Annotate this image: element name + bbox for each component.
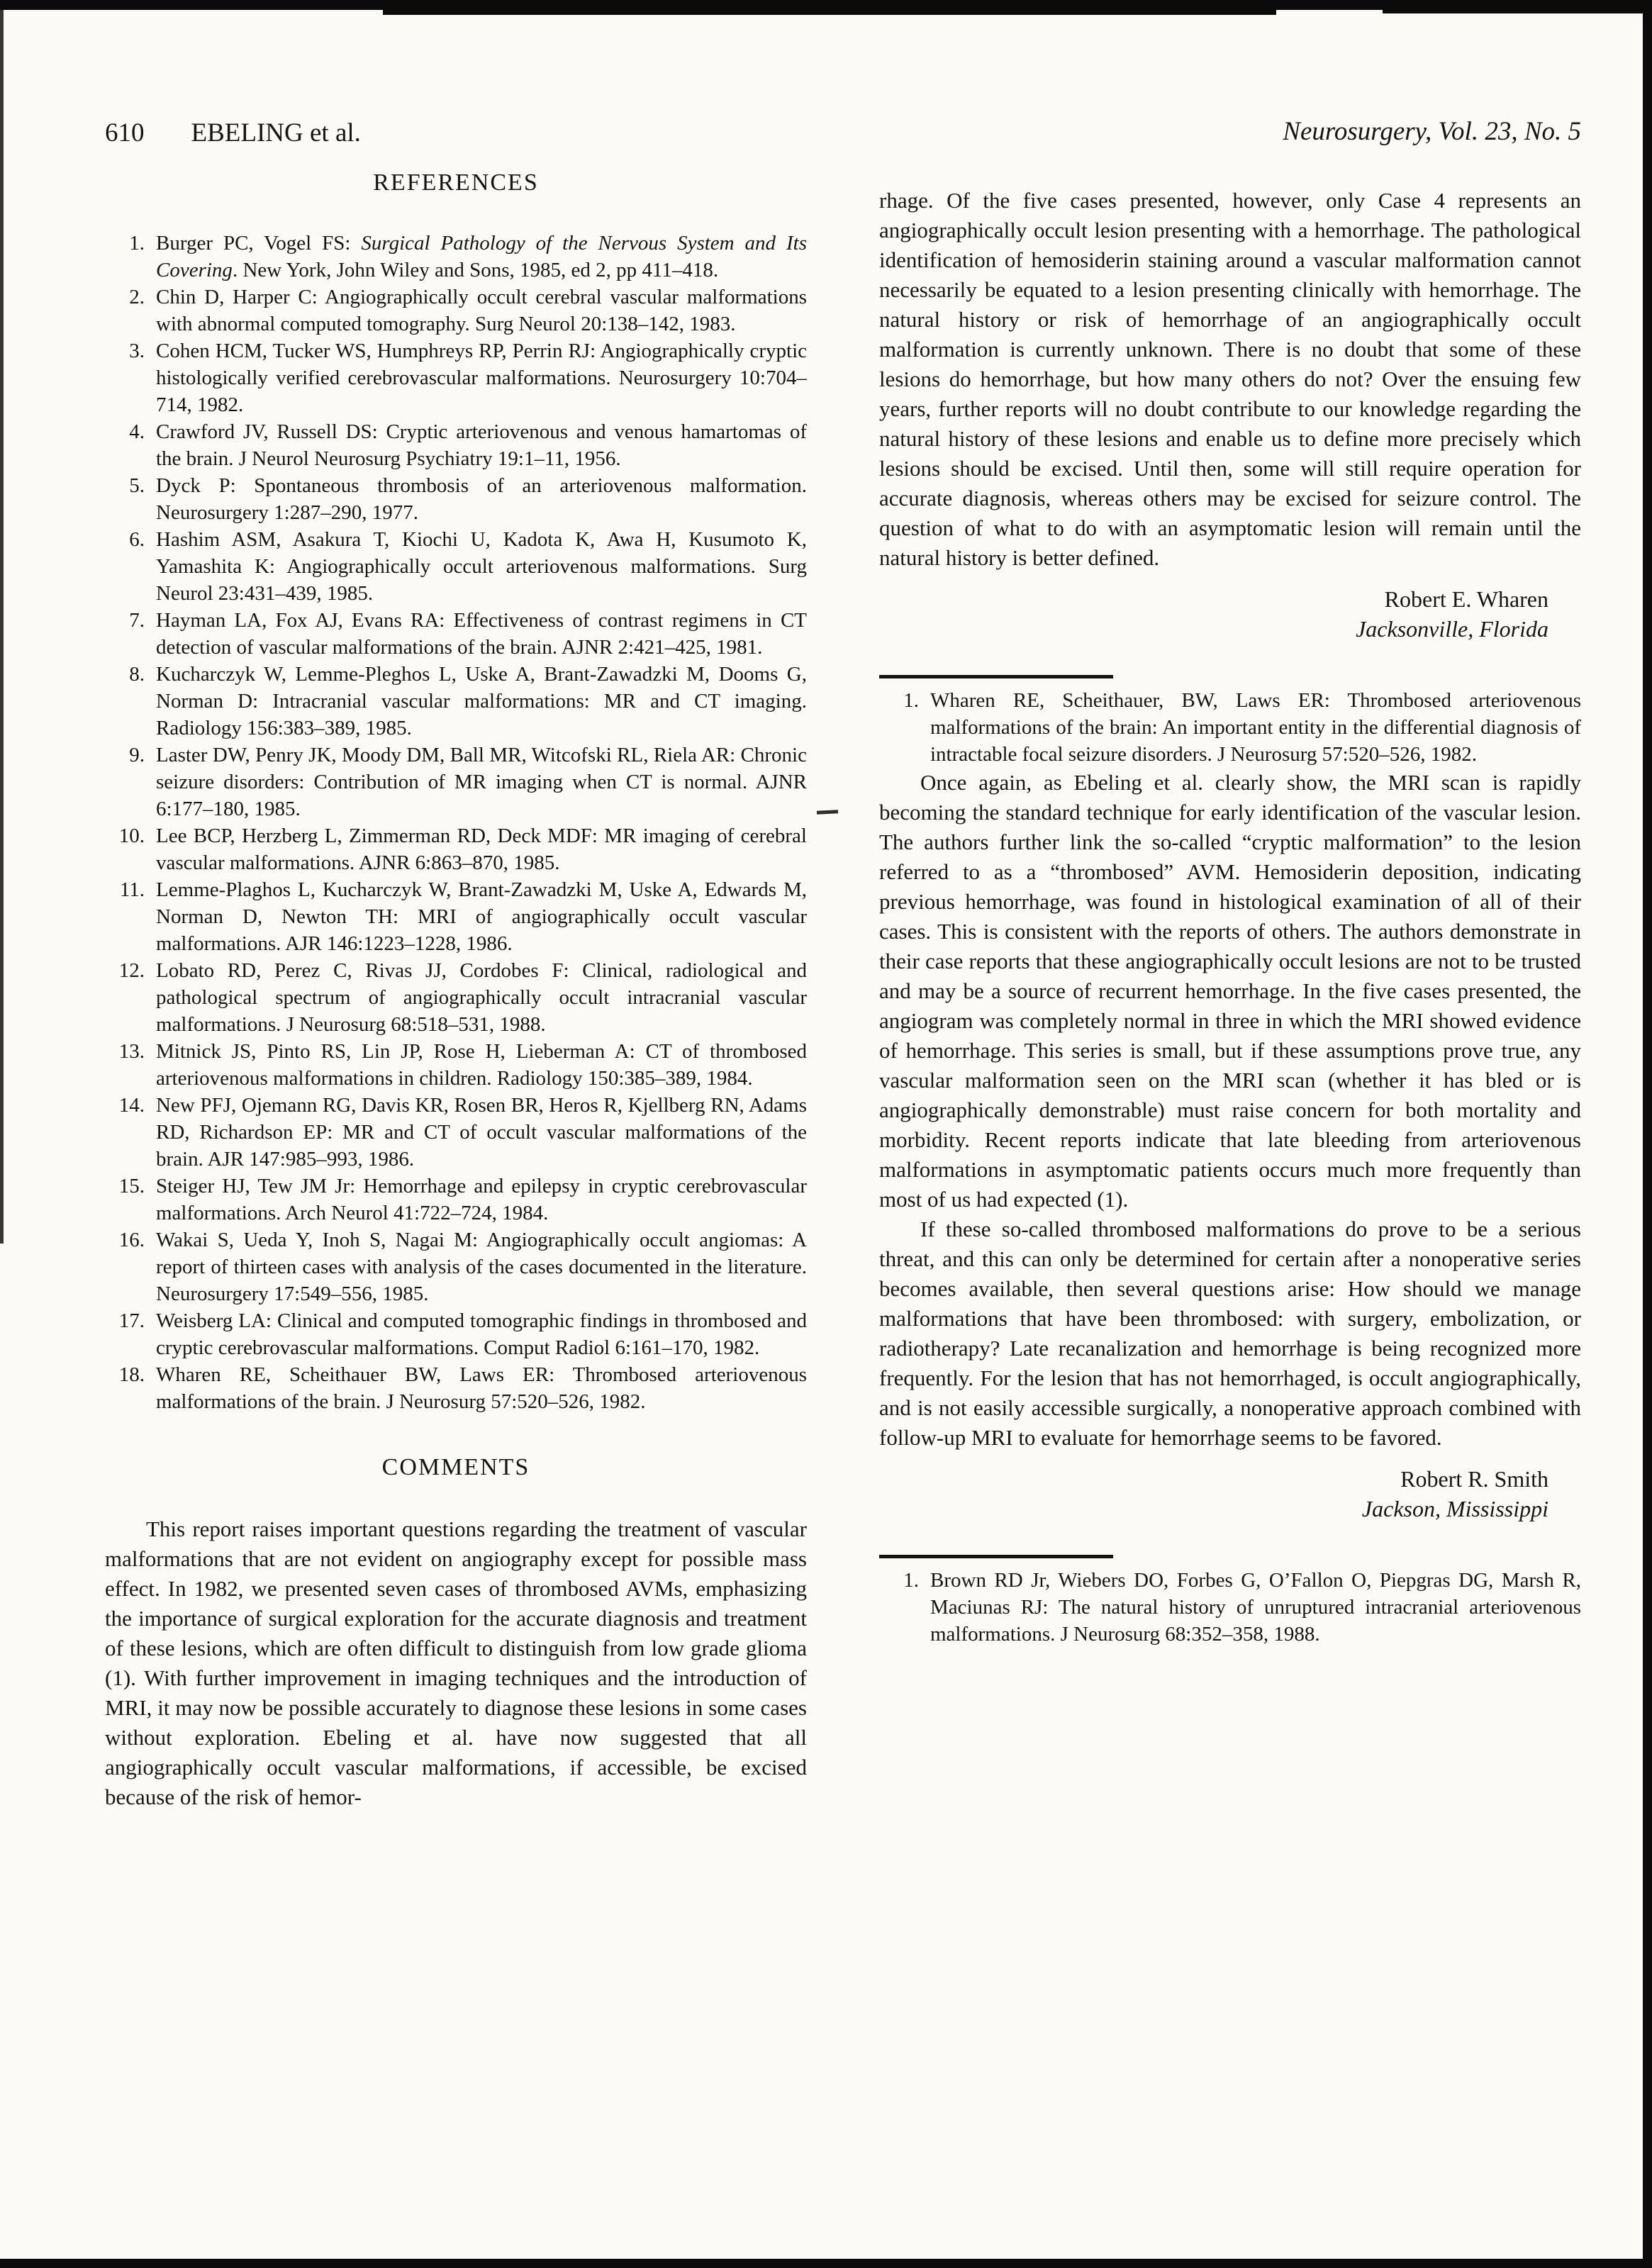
reference-number: 15.	[118, 1175, 145, 1197]
scan-artifact-dash	[817, 810, 838, 815]
running-authors: EBELING et al.	[191, 118, 361, 147]
reference-text: Dyck P: Spontaneous thrombosis of an arteriovenous malformation. Neurosurgery 1:287–290, 1977.	[156, 474, 807, 524]
reference-text: Hashim ASM, Asakura T, Kiochi U, Kadota K, Awa H, Kusumoto K, Yamashita K: Angiographically occult arteriovenous malformations. Surg Neurol 23:431–439, 1985.	[156, 528, 807, 605]
reference-text: Weisberg LA: Clinical and computed tomographic findings in thrombosed and cryptic cerebrovascular malformations. Comput Radiol 6:161–170, 1982.	[156, 1309, 807, 1359]
reference-text: Lemme-Plaghos L, Kucharczyk W, Brant-Zawadzki M, Uske A, Edwards M, Norman D, Newton TH: MRI of angiographically occult vascular malformations. AJR 146:1223–1228, 1986.	[156, 878, 807, 955]
page-number: 610	[105, 118, 145, 147]
signature-name-wharen: Robert E. Wharen	[1384, 586, 1548, 612]
reference-text: Wharen RE, Scheithauer BW, Laws ER: Thrombosed arteriovenous malformations of the brain. J Neurosurg 57:520–526, 1982.	[156, 1363, 807, 1413]
reference-item	[105, 526, 807, 607]
reference-item	[105, 822, 807, 876]
reference-number: 6.	[129, 528, 145, 551]
reference-text: Kucharczyk W, Lemme-Pleghos L, Uske A, Brant-Zawadzki M, Dooms G, Norman D: Intracranial vascular malformations: MR and CT imaging. Radiology 156:383–389, 1985.	[156, 663, 807, 739]
reference-item	[105, 284, 807, 337]
reference-number: 17.	[118, 1309, 145, 1332]
signature-location-smith: Jackson, Mississippi	[1361, 1496, 1548, 1521]
reference-number: 10.	[118, 825, 145, 847]
footnote-list-2	[879, 1567, 1581, 1648]
reference-number: 16.	[118, 1229, 145, 1251]
reference-text: New PFJ, Ojemann RG, Davis KR, Rosen BR, Heros R, Kjellberg RN, Adams RD, Richardson EP: MR and CT of occult vascular malformations of the brain. AJR 147:985–993, 1986.	[156, 1094, 807, 1171]
reference-text: Laster DW, Penry JK, Moody DM, Ball MR, Witcofski RL, Riela AR: Chronic seizure disorders: Contribution of MR imaging when CT is normal. AJNR 6:177–180, 1985.	[156, 744, 807, 820]
reference-number: 4.	[129, 420, 145, 443]
reference-number: 5.	[129, 474, 145, 497]
scan-edge-left	[0, 10, 4, 1244]
reference-item	[105, 876, 807, 957]
reference-number: 1.	[129, 232, 145, 255]
reference-item	[105, 957, 807, 1038]
reference-item	[105, 337, 807, 418]
reference-number: 7.	[129, 609, 145, 632]
reference-item	[105, 1038, 807, 1092]
reference-item	[105, 418, 807, 472]
reference-number: 3.	[129, 340, 145, 362]
right-column	[879, 186, 1581, 1648]
reference-text: Burger PC, Vogel FS: Surgical Pathology of the Nervous System and Its Covering. New York, John Wiley and Sons, 1985, ed 2, pp 411–418.	[156, 232, 807, 281]
signature-location-wharen: Jacksonville, Florida	[1356, 616, 1548, 642]
reference-text: Mitnick JS, Pinto RS, Lin JP, Rose H, Lieberman A: CT of thrombosed arteriovenous malformations in children. Radiology 150:385–389, 1984.	[156, 1040, 807, 1090]
reference-number: 12.	[118, 959, 145, 982]
reference-item	[105, 230, 807, 284]
reference-item	[105, 742, 807, 822]
reference-item	[105, 1361, 807, 1415]
signature-block-wharen	[879, 584, 1581, 644]
reference-number: 8.	[129, 663, 145, 686]
reference-item	[105, 1173, 807, 1227]
scan-edge-top	[0, 0, 1652, 10]
reference-number: 1.	[903, 689, 919, 712]
reference-text: Crawford JV, Russell DS: Cryptic arteriovenous and venous hamartomas of the brain. J Neurol Neurosurg Psychiatry 19:1–11, 1956.	[156, 420, 807, 470]
reference-item	[105, 607, 807, 661]
reference-number: 18.	[118, 1363, 145, 1386]
reference-number: 14.	[118, 1094, 145, 1117]
footnote-rule-2	[879, 1555, 1113, 1558]
reference-item	[105, 1227, 807, 1307]
signature-block-smith	[879, 1464, 1581, 1524]
journal-title: Neurosurgery, Vol. 23, No. 5	[1283, 117, 1581, 146]
paragraph-if-these: If these so-called thrombosed malformations do prove to be a serious threat, and this can only be determined for certain after a nonoperative series becomes available, then several questions arise: How should we manage malformations that have been thrombosed: with surgery, embolization, or radiotherapy? Late recanalization and hemorrhage is being recognized more frequently. For the lesion that has not hemorrhaged, is occult angiographically, and is not easily accessible surgically, a nonoperative approach combined with follow-up MRI to evaluate for hemorrhage seems to be favored.	[879, 1217, 1581, 1450]
running-header-left	[105, 118, 361, 149]
reference-number: 2.	[129, 286, 145, 308]
reference-text: Cohen HCM, Tucker WS, Humphreys RP, Perrin RJ: Angiographically cryptic histologically verified cerebrovascular malformations. Neurosurgery 10:704–714, 1982.	[156, 340, 807, 416]
scan-edge-right	[1643, 0, 1652, 2268]
reference-item	[105, 1307, 807, 1361]
reference-number: 9.	[129, 744, 145, 766]
comments-heading: COMMENTS	[381, 1454, 530, 1480]
reference-text: Wharen RE, Scheithauer, BW, Laws ER: Thrombosed arteriovenous malformations of the brain: An important entity in the differential diagnosis of intractable focal seizure disorders. J Neurosurg 57:520–526, 1982.	[930, 689, 1581, 766]
reference-item	[879, 1567, 1581, 1648]
reference-item	[105, 472, 807, 526]
reference-text: Lobato RD, Perez C, Rivas JJ, Cordobes F: Clinical, radiological and pathological spectrum of angiographically occult intracranial vascular malformations. J Neurosurg 68:518–531, 1988.	[156, 959, 807, 1036]
footnote-rule-1	[879, 675, 1113, 678]
reference-text: Wakai S, Ueda Y, Inoh S, Nagai M: Angiographically occult angiomas: A report of thirteen cases with analysis of the cases documented in the literature. Neurosurgery 17:549–556, 1985.	[156, 1229, 807, 1305]
reference-item	[105, 1092, 807, 1173]
reference-text: Hayman LA, Fox AJ, Evans RA: Effectiveness of contrast regimens in CT detection of vascular malformations of the brain. AJNR 2:421–425, 1981.	[156, 609, 807, 659]
left-column	[105, 169, 807, 1812]
scan-edge-top-segment	[383, 10, 1276, 15]
continuation-paragraph: rhage. Of the five cases presented, however, only Case 4 represents an angiographically occult lesion presenting with a hemorrhage. The pathological identification of hemosiderin staining around a vascular malformation cannot necessarily be equated to a lesion presenting clinically with hemorrhage. The natural history or risk of hemorrhage of an angiographically occult malformation is currently unknown. There is no doubt that some of these lesions do hemorrhage, but how many others do not? Over the ensuing few years, further reports will no doubt contribute to our knowledge regarding the natural history of these lesions and enable us to define more precisely which lesions should be excised. Until then, some will still require operation for accurate diagnosis, whereas others may be excised for seizure control. The question of what to do with an asymptomatic lesion will remain until the natural history is better defined.	[879, 188, 1581, 570]
comments-paragraph: This report raises important questions regarding the treatment of vascular malformations that are not evident on angiography except for possible mass effect. In 1982, we presented seven cases of thrombosed AVMs, emphasizing the importance of surgical exploration for the accurate diagnosis and treatment of these lesions, which are often difficult to distinguish from low grade glioma (1). With further improvement in imaging techniques and the introduction of MRI, it may now be possible accurately to diagnose these lesions in some cases without exploration. Ebeling et al. have now suggested that all angiographically occult vascular malformations, if accessible, be excised because of the risk of hemor-	[105, 1516, 807, 1809]
reference-text: Steiger HJ, Tew JM Jr: Hemorrhage and epilepsy in cryptic cerebrovascular malformations. Arch Neurol 41:722–724, 1984.	[156, 1175, 807, 1224]
reference-text: Brown RD Jr, Wiebers DO, Forbes G, O’Fallon O, Piepgras DG, Marsh R, Maciunas RJ: The natural history of unruptured intracranial arteriovenous malformations. J Neurosurg 68:352–358, 1988.	[930, 1569, 1581, 1646]
reference-item	[105, 661, 807, 742]
scan-edge-bottom	[0, 2259, 1652, 2268]
scan-edge-top-segment-2	[1383, 10, 1652, 13]
footnote-list-1	[879, 687, 1581, 768]
signature-name-smith: Robert R. Smith	[1400, 1466, 1548, 1492]
reference-number: 13.	[118, 1040, 145, 1063]
references-list	[105, 230, 807, 1415]
reference-number: 11.	[119, 878, 145, 901]
reference-text: Lee BCP, Herzberg L, Zimmerman RD, Deck MDF: MR imaging of cerebral vascular malformations. AJNR 6:863–870, 1985.	[156, 825, 807, 874]
reference-item	[879, 687, 1581, 768]
paragraph-once-again: Once again, as Ebeling et al. clearly show, the MRI scan is rapidly becoming the standard technique for early identification of the vascular lesion. The authors further link the so-called “cryptic malformation” to the lesion referred to as a “thrombosed” AVM. Hemosiderin deposition, indicating previous hemorrhage, was found in histological examination of all of their cases. This is consistent with the reports of others. The authors demonstrate in their case reports that these angiographically occult lesions are not to be trusted and may be a source of recurrent hemorrhage. In the five cases presented, the angiogram was completely normal in three in which the MRI showed evidence of hemorrhage. This series is small, but if these assumptions prove true, any vascular malformation seen on the MRI scan (whether it has bled or is angiographically demonstrable) must raise concern for both mortality and morbidity. Recent reports indicate that late bleeding from arteriovenous malformations in asymptomatic patients occurs much more frequently than most of us had expected (1).	[879, 770, 1581, 1212]
reference-text: Chin D, Harper C: Angiographically occult cerebral vascular malformations with abnormal computed tomography. Surg Neurol 20:138–142, 1983.	[156, 286, 807, 335]
reference-number: 1.	[903, 1569, 919, 1592]
references-heading: REFERENCES	[373, 169, 539, 196]
